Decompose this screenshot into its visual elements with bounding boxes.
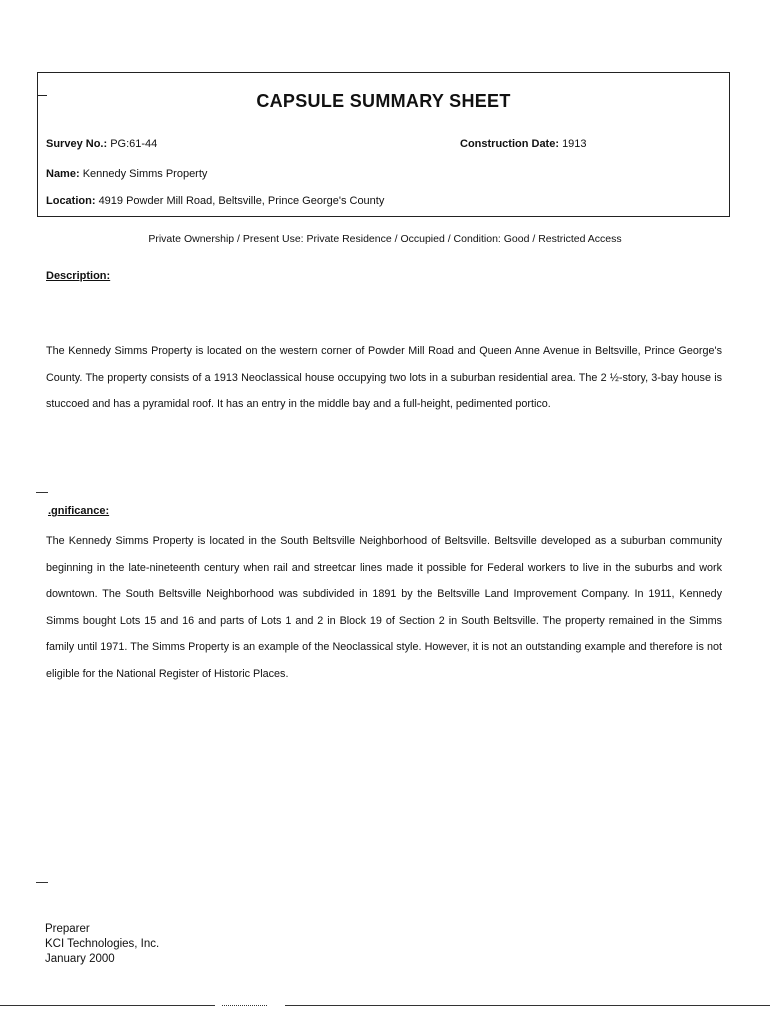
construction-date-value: 1913 [562,138,587,150]
preparer-label: Preparer [45,923,90,935]
bottom-rule [0,1005,215,1006]
description-heading: Description: [46,270,111,282]
ownership-status-line: Private Ownership / Present Use: Private Residence / Occupied / Condition: Good / Restricted Access [148,233,622,245]
bottom-rule [285,1005,770,1006]
property-name-label: Name: [46,168,80,180]
preparer-company: KCI Technologies, Inc. [45,938,160,950]
construction-date-field [460,138,587,150]
significance-paragraph: The Kennedy Simms Property is located in the South Beltsville Neighborhood of Beltsville. Beltsville developed as a suburban community beginning in the late-nineteenth century when rail and streetcar lines made it possible for Federal workers to live in the suburbs and work downtown. The South Beltsville Neighborhood was subdivided in 1891 by the Beltsville Land Improvement Company. In 1911, Kennedy Simms bought Lots 15 and 16 and parts of Lots 1 and 2 in Block 19 of Section 2 in South Beltsville. The property remained in the Simms family until 1971. The Simms Property is an example of the Neoclassical style. However, it is not an outstanding example and therefore is not eligible for the National Register of Historic Places. [46,535,722,680]
preparer-block [45,922,159,967]
capsule-header-box [37,72,730,217]
bottom-rule [222,1005,267,1006]
scan-mark [36,882,48,883]
significance-heading: .gnificance: [48,505,110,517]
scan-mark [36,492,48,493]
preparer-date: January 2000 [45,953,115,965]
location-field [46,195,384,207]
construction-date-label: Construction Date: [460,138,559,150]
page-title: CAPSULE SUMMARY SHEET [256,91,511,111]
survey-number-value: PG:61-44 [110,138,158,150]
property-name-value: Kennedy Simms Property [82,168,208,180]
survey-number-field [46,138,157,150]
description-paragraph: The Kennedy Simms Property is located on the western corner of Powder Mill Road and Queen Anne Avenue in Beltsville, Prince George's County. The property consists of a 1913 Neoclassical house occupying two lots in a suburban residential area. The 2 ½-story, 3-bay house is stuccoed and has a pyramidal roof. It has an entry in the middle bay and a full-height, pedimented portico. [46,345,722,410]
property-name-field [46,168,207,180]
survey-number-label: Survey No.: [46,138,108,150]
location-label: Location: [46,195,96,207]
location-value: 4919 Powder Mill Road, Beltsville, Prince George's County [98,195,385,207]
